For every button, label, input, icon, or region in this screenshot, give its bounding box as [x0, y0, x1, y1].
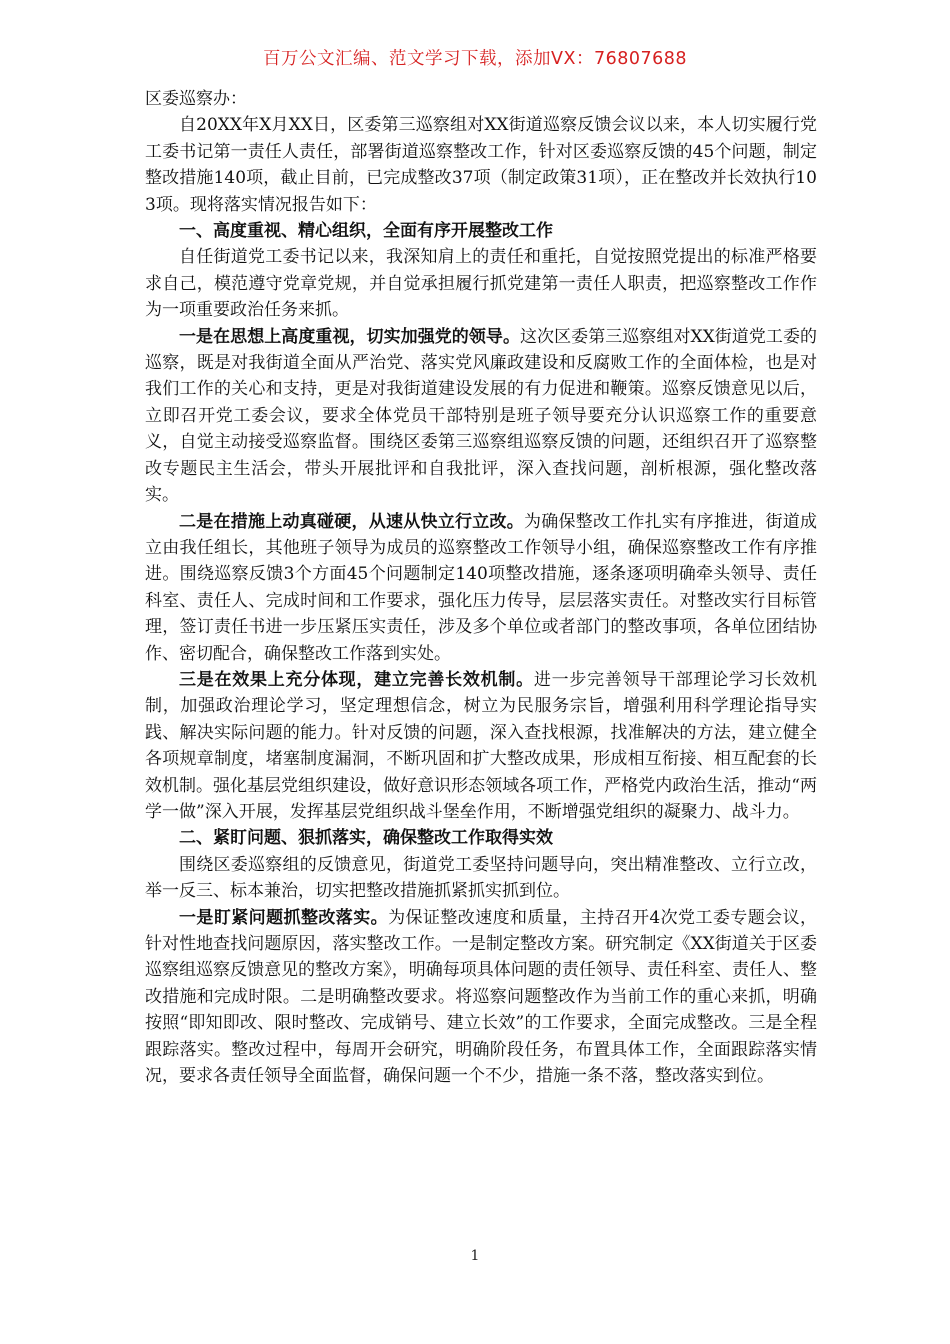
section-2-heading: 二、紧盯问题、狠抓落实，确保整改工作取得实效 [179, 828, 553, 849]
section-1-item-2-lead: 二是在措施上动真碰硬，从速从快立行立改。 [179, 511, 524, 532]
section-1-item-3-lead: 三是在效果上充分体现，建立完善长效机制。 [179, 669, 534, 690]
section-2-item-1-lead: 一是盯紧问题抓整改落实。 [179, 907, 389, 928]
section-1-item-3 [145, 667, 817, 825]
section-1-item-1 [145, 324, 817, 509]
section-2-item-1-text: 为保证整改速度和质量，主持召开4次党工委专题会议，针对性地查找问题原因，落实整改工作。一是制定整改方案。研究制定《XX街道关于区委巡察组巡察反馈意见的整改方案》，明确每项具体问题的责任领导、责任科室、责任人、整改措施和完成时限。二是明确整改要求。将巡察问题整改作为当前工作的重心来抓，明确按照“即知即改、限时整改、完成销号、建立长效”的工作要求，全面完成整改。三是全程跟踪落实。整改过程中，每周开会研究，明确阶段任务，布置具体工作，全面跟踪落实情况，要求各责任领导全面监督，确保问题一个不少，措施一条不落，整改落实到位。 [145, 907, 817, 1087]
section-1-heading: 一、高度重视、精心组织，全面有序开展整改工作 [179, 221, 553, 242]
watermark-banner: 百万公文汇编、范文学习下载，添加VX：76807688 [262, 49, 688, 69]
section-1-item-1-lead: 一是在思想上高度重视，切实加强党的领导。 [179, 326, 520, 347]
section-1-intro: 自任街道党工委书记以来，我深知肩上的责任和重托，自觉按照党提出的标准严格要求自己，模范遵守党章党规，并自觉承担履行抓党建第一责任人职责，把巡察整改工作作为一项重要政治任务来抓。 [145, 247, 817, 321]
section-1-item-2-text: 为确保整改工作扎实有序推进，街道成立由我任组长，其他班子领导为成员的巡察整改工作领导小组，确保巡察整改工作有序推进。围绕巡察反馈3个方面45个问题制定140项整改措施，逐条逐项明确牵头领导、责任科室、责任人、完成时间和工作要求，强化压力传导，层层落实责任。对整改实行目标管理，签订责任书进一步压紧压实责任，涉及多个单位或者部门的整改事项，各单位团结协作、密切配合，确保整改工作落到实处。 [145, 511, 817, 664]
intro-paragraph: 自20XX年X月XX日，区委第三巡察组对XX街道巡察反馈会议以来，本人切实履行党工委书记第一责任人责任，部署街道巡察整改工作，针对区委巡察反馈的45个问题，制定整改措施140项，截止目前，已完成整改37项（制定政策31项），正在整改并长效执行103项。现将落实情况报告如下： [145, 115, 817, 215]
salutation: 区委巡察办： [145, 89, 247, 109]
section-2-intro: 围绕区委巡察组的反馈意见，街道党工委坚持问题导向，突出精准整改、立行立改，举一反三、标本兼治，切实把整改措施抓紧抓实抓到位。 [145, 854, 817, 902]
document-body [145, 86, 817, 1089]
section-1-item-2 [145, 509, 817, 667]
section-1-item-1-text: 这次区委第三巡察组对XX街道党工委的巡察，既是对我街道全面从严治党、落实党风廉政建设和反腐败工作的全面体检，也是对我们工作的关心和支持，更是对我街道建设发展的有力促进和鞭策。巡察反馈意见以后，立即召开党工委会议，要求全体党员干部特别是班子领导要充分认识巡察工作的重要意义，自觉主动接受巡察监督。围绕区委第三巡察组巡察反馈的问题，还组织召开了巡察整改专题民主生活会，带头开展批评和自我批评，深入查找问题，剖析根源，强化整改落实。 [145, 326, 817, 506]
page-number: 1 [470, 1248, 480, 1264]
section-1-item-3-text: 进一步完善领导干部理论学习长效机制，加强政治理论学习，坚定理想信念，树立为民服务宗旨，增强利用科学理论指导实践、解决实际问题的能力。针对反馈的问题，深入查找根源，找准解决的方法，建立健全各项规章制度，堵塞制度漏洞，不断巩固和扩大整改成果，形成相互衔接、相互配套的长效机制。强化基层党组织建设，做好意识形态领域各项工作，严格党内政治生活，推动“两学一做”深入开展，发挥基层党组织战斗堡垒作用，不断增强党组织的凝聚力、战斗力。 [145, 669, 818, 822]
section-2-item-1 [145, 905, 817, 1090]
